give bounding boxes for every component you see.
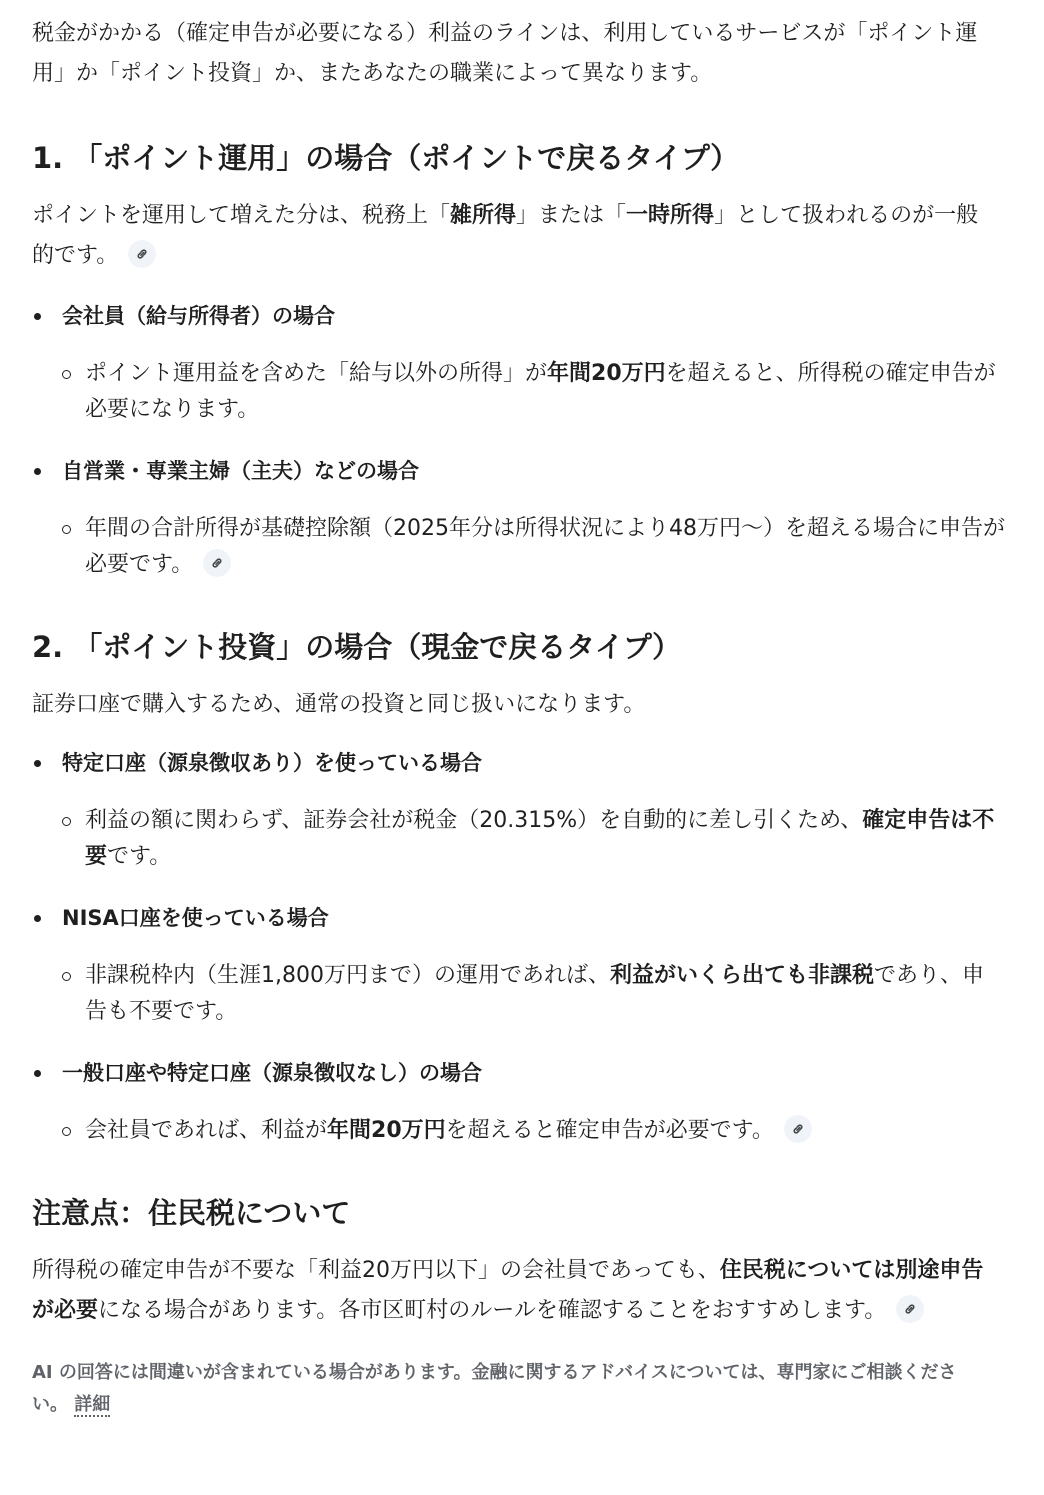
link-icon (903, 1302, 917, 1316)
section2-heading: 2. 「ポイント投資」の場合（現金で戻るタイプ） (32, 630, 682, 664)
sub-text: 年間の合計所得が基礎控除額（2025年分は所得状況により48万円〜）を超える場合に申告が必要です。 (85, 516, 1005, 577)
source-link-chip[interactable] (128, 240, 156, 268)
sub-item-tokutei-withholding (32, 803, 1002, 875)
bullet-title: NISA口座を使っている場合 (62, 906, 329, 930)
sub-text: 非課税枠内（生涯1,800万円まで）の運用であれば、 (85, 963, 610, 988)
disclaimer-details-link[interactable]: 詳細 (74, 1394, 111, 1415)
bullet-dot (34, 915, 41, 922)
section1-intro-text-after: 」として扱われるのが一般的です。 (32, 203, 979, 268)
disclaimer-text: AI の回答には間違いが含まれている場合があります。金融に関するアドバイスについては、専門家にご相談ください。 (32, 1362, 957, 1415)
section1-heading: 1. 「ポイント運用」の場合（ポイントで戻るタイプ） (32, 141, 740, 175)
section1-intro-text-mid: 」または「 (516, 203, 627, 228)
sub-text-after: を超えると確定申告が必要です。 (445, 1118, 774, 1143)
bullet-dot (34, 313, 41, 320)
bullet-general-account (32, 1055, 1012, 1091)
link-icon (135, 247, 149, 261)
bullet-title: 一般口座や特定口座（源泉徴収なし）の場合 (62, 1061, 482, 1085)
intro-paragraph (32, 14, 1007, 94)
section3-bold: 住民税については別途申告が必要 (32, 1258, 984, 1323)
sub-bold: 年間20万円 (547, 361, 666, 386)
sub-text: 会社員であれば、利益が (85, 1118, 328, 1143)
section2-intro: 証券口座で購入するため、通常の投資と同じ扱いになります。 (32, 692, 646, 717)
sub-item-self-employed (32, 511, 1012, 583)
source-link-chip[interactable] (896, 1295, 924, 1323)
section1-intro-bold1: 雑所得 (450, 203, 517, 228)
section1-intro (32, 196, 997, 276)
section3-heading: 注意点：住民税について (32, 1196, 351, 1230)
sub-item-employee (32, 356, 1007, 428)
source-link-chip[interactable] (203, 549, 231, 577)
source-link-chip[interactable] (784, 1115, 812, 1143)
section3-paragraph (32, 1251, 997, 1331)
bullet-title: 会社員（給与所得者）の場合 (62, 304, 335, 328)
sub-bullet-ring (62, 817, 71, 826)
sub-bold: 利益がいくら出ても非課税 (609, 963, 874, 988)
sub-text: 利益の額に関わらず、証券会社が税金（20.315%）を自動的に差し引くため、 (85, 808, 863, 833)
sub-text-after: であり、申告も不要です。 (85, 963, 985, 1024)
sub-text-after: です。 (107, 844, 172, 869)
sub-bullet-ring (62, 525, 71, 534)
sub-bullet-ring (62, 972, 71, 981)
bullet-title: 特定口座（源泉徴収あり）を使っている場合 (62, 751, 482, 775)
ai-disclaimer (32, 1357, 992, 1421)
sub-item-general-account (32, 1113, 1012, 1149)
sub-text: ポイント運用益を含めた「給与以外の所得」が (85, 361, 548, 386)
bullet-title: 自営業・専業主婦（主夫）などの場合 (62, 459, 419, 483)
section3-text: 所得税の確定申告が不要な「利益20万円以下」の会社員であっても、 (32, 1258, 720, 1283)
sub-bold: 確定申告は不要 (85, 808, 995, 869)
link-icon (791, 1122, 805, 1136)
bullet-tokutei-withholding (32, 745, 1012, 781)
sub-item-nisa (32, 958, 997, 1030)
bullet-employee (32, 298, 1012, 334)
ai-answer (32, 14, 1012, 1421)
sub-bullet-ring (62, 370, 71, 379)
bullet-dot (34, 1070, 41, 1077)
section1-intro-text: ポイントを運用して増えた分は、税務上「 (32, 203, 451, 228)
section3-text-after: になる場合があります。各市区町村のルールを確認することをおすすめします。 (98, 1298, 887, 1323)
bullet-dot (34, 760, 41, 767)
sub-text-after: を超えると、所得税の確定申告が必要になります。 (85, 361, 996, 422)
bullet-nisa (32, 900, 1012, 936)
sub-bullet-ring (62, 1127, 71, 1136)
bullet-dot (34, 468, 41, 475)
section1-intro-bold2: 一時所得 (626, 203, 715, 228)
intro-text: 税金がかかる（確定申告が必要になる）利益のラインは、利用しているサービスが「ポイント運用」か「ポイント投資」か、またあなたの職業によって異なります。 (32, 21, 978, 86)
sub-bold: 年間20万円 (327, 1118, 446, 1143)
bullet-self-employed (32, 453, 1012, 489)
link-icon (210, 556, 224, 570)
